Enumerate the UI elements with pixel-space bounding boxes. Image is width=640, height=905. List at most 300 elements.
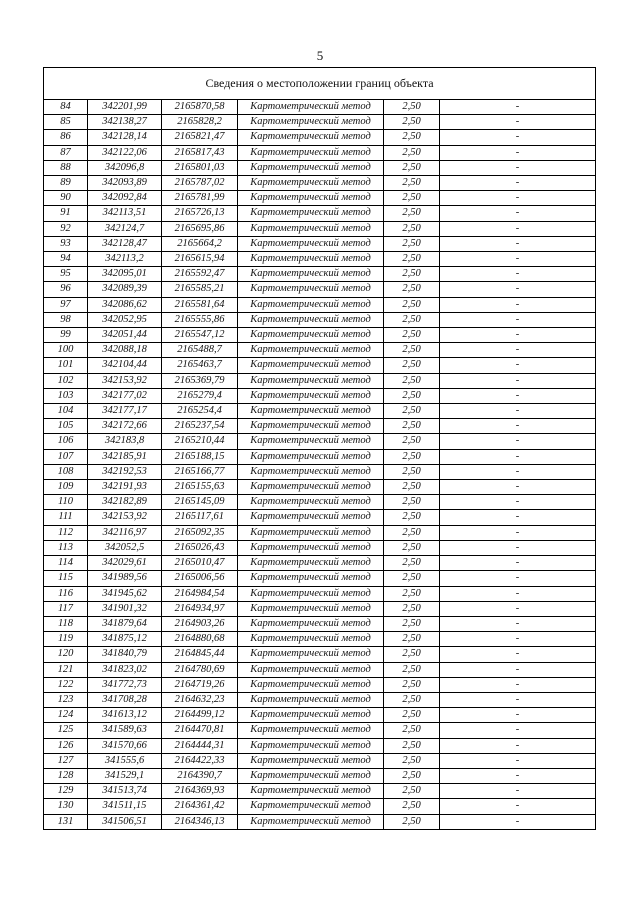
description-cell: - xyxy=(440,556,596,571)
y-coordinate-cell: 2165166,77 xyxy=(162,464,238,479)
y-coordinate-cell: 2165581,64 xyxy=(162,297,238,312)
y-coordinate-cell: 2165006,56 xyxy=(162,571,238,586)
accuracy-cell: 2,50 xyxy=(384,312,440,327)
table-row xyxy=(44,692,596,707)
accuracy-cell: 2,50 xyxy=(384,191,440,206)
x-coordinate-cell: 342124,7 xyxy=(88,221,162,236)
boundary-table xyxy=(43,67,596,830)
y-coordinate-cell: 2165488,7 xyxy=(162,343,238,358)
description-cell: - xyxy=(440,419,596,434)
method-cell: Картометрический метод xyxy=(238,708,384,723)
accuracy-cell: 2,50 xyxy=(384,267,440,282)
method-cell: Картометрический метод xyxy=(238,632,384,647)
x-coordinate-cell: 342089,39 xyxy=(88,282,162,297)
method-cell: Картометрический метод xyxy=(238,616,384,631)
y-coordinate-cell: 2165237,54 xyxy=(162,419,238,434)
table-row xyxy=(44,419,596,434)
table-row xyxy=(44,160,596,175)
y-coordinate-cell: 2164346,13 xyxy=(162,814,238,829)
point-number-cell: 102 xyxy=(44,373,88,388)
description-cell: - xyxy=(440,434,596,449)
method-cell: Картометрический метод xyxy=(238,191,384,206)
x-coordinate-cell: 342128,14 xyxy=(88,130,162,145)
method-cell: Картометрический метод xyxy=(238,768,384,783)
x-coordinate-cell: 342183,8 xyxy=(88,434,162,449)
point-number-cell: 84 xyxy=(44,100,88,115)
accuracy-cell: 2,50 xyxy=(384,252,440,267)
y-coordinate-cell: 2165664,2 xyxy=(162,236,238,251)
y-coordinate-cell: 2164719,26 xyxy=(162,677,238,692)
point-number-cell: 111 xyxy=(44,510,88,525)
accuracy-cell: 2,50 xyxy=(384,753,440,768)
table-row xyxy=(44,540,596,555)
description-cell: - xyxy=(440,692,596,707)
table-row xyxy=(44,221,596,236)
accuracy-cell: 2,50 xyxy=(384,206,440,221)
method-cell: Картометрический метод xyxy=(238,145,384,160)
x-coordinate-cell: 342088,18 xyxy=(88,343,162,358)
description-cell: - xyxy=(440,768,596,783)
x-coordinate-cell: 341613,12 xyxy=(88,708,162,723)
table-row xyxy=(44,677,596,692)
description-cell: - xyxy=(440,282,596,297)
table-row xyxy=(44,312,596,327)
x-coordinate-cell: 342092,84 xyxy=(88,191,162,206)
table-row xyxy=(44,616,596,631)
accuracy-cell: 2,50 xyxy=(384,297,440,312)
accuracy-cell: 2,50 xyxy=(384,784,440,799)
x-coordinate-cell: 341879,64 xyxy=(88,616,162,631)
method-cell: Картометрический метод xyxy=(238,480,384,495)
x-coordinate-cell: 342191,93 xyxy=(88,480,162,495)
description-cell: - xyxy=(440,647,596,662)
method-cell: Картометрический метод xyxy=(238,236,384,251)
description-cell: - xyxy=(440,495,596,510)
accuracy-cell: 2,50 xyxy=(384,282,440,297)
description-cell: - xyxy=(440,540,596,555)
x-coordinate-cell: 342192,53 xyxy=(88,464,162,479)
table-row xyxy=(44,647,596,662)
method-cell: Картометрический метод xyxy=(238,130,384,145)
table-row xyxy=(44,328,596,343)
x-coordinate-cell: 342052,5 xyxy=(88,540,162,555)
x-coordinate-cell: 341555,6 xyxy=(88,753,162,768)
point-number-cell: 97 xyxy=(44,297,88,312)
y-coordinate-cell: 2165254,4 xyxy=(162,404,238,419)
description-cell: - xyxy=(440,176,596,191)
description-cell: - xyxy=(440,373,596,388)
point-number-cell: 119 xyxy=(44,632,88,647)
description-cell: - xyxy=(440,191,596,206)
y-coordinate-cell: 2164984,54 xyxy=(162,586,238,601)
accuracy-cell: 2,50 xyxy=(384,616,440,631)
accuracy-cell: 2,50 xyxy=(384,799,440,814)
table-row xyxy=(44,297,596,312)
description-cell: - xyxy=(440,404,596,419)
point-number-cell: 100 xyxy=(44,343,88,358)
method-cell: Картометрический метод xyxy=(238,373,384,388)
description-cell: - xyxy=(440,252,596,267)
point-number-cell: 126 xyxy=(44,738,88,753)
point-number-cell: 121 xyxy=(44,662,88,677)
accuracy-cell: 2,50 xyxy=(384,738,440,753)
table-row xyxy=(44,586,596,601)
method-cell: Картометрический метод xyxy=(238,692,384,707)
point-number-cell: 118 xyxy=(44,616,88,631)
accuracy-cell: 2,50 xyxy=(384,115,440,130)
point-number-cell: 103 xyxy=(44,388,88,403)
description-cell: - xyxy=(440,708,596,723)
method-cell: Картометрический метод xyxy=(238,723,384,738)
method-cell: Картометрический метод xyxy=(238,176,384,191)
table-row xyxy=(44,130,596,145)
accuracy-cell: 2,50 xyxy=(384,510,440,525)
description-cell: - xyxy=(440,115,596,130)
table-row xyxy=(44,799,596,814)
accuracy-cell: 2,50 xyxy=(384,449,440,464)
y-coordinate-cell: 2164470,81 xyxy=(162,723,238,738)
point-number-cell: 107 xyxy=(44,449,88,464)
point-number-cell: 88 xyxy=(44,160,88,175)
y-coordinate-cell: 2165615,94 xyxy=(162,252,238,267)
y-coordinate-cell: 2164780,69 xyxy=(162,662,238,677)
method-cell: Картометрический метод xyxy=(238,388,384,403)
x-coordinate-cell: 342172,66 xyxy=(88,419,162,434)
y-coordinate-cell: 2165787,02 xyxy=(162,176,238,191)
table-row xyxy=(44,236,596,251)
point-number-cell: 130 xyxy=(44,799,88,814)
method-cell: Картометрический метод xyxy=(238,784,384,799)
point-number-cell: 117 xyxy=(44,601,88,616)
x-coordinate-cell: 342182,89 xyxy=(88,495,162,510)
method-cell: Картометрический метод xyxy=(238,586,384,601)
method-cell: Картометрический метод xyxy=(238,662,384,677)
description-cell: - xyxy=(440,723,596,738)
table-row xyxy=(44,358,596,373)
table-row xyxy=(44,571,596,586)
description-cell: - xyxy=(440,738,596,753)
description-cell: - xyxy=(440,297,596,312)
description-cell: - xyxy=(440,586,596,601)
method-cell: Картометрический метод xyxy=(238,753,384,768)
point-number-cell: 127 xyxy=(44,753,88,768)
table-row xyxy=(44,343,596,358)
x-coordinate-cell: 342201,99 xyxy=(88,100,162,115)
point-number-cell: 94 xyxy=(44,252,88,267)
method-cell: Картометрический метод xyxy=(238,419,384,434)
table-row xyxy=(44,464,596,479)
page-number: 5 xyxy=(316,48,324,63)
method-cell: Картометрический метод xyxy=(238,297,384,312)
y-coordinate-cell: 2164369,93 xyxy=(162,784,238,799)
table-row xyxy=(44,100,596,115)
x-coordinate-cell: 341840,79 xyxy=(88,647,162,662)
y-coordinate-cell: 2164632,23 xyxy=(162,692,238,707)
table-row xyxy=(44,373,596,388)
x-coordinate-cell: 341529,1 xyxy=(88,768,162,783)
x-coordinate-cell: 341875,12 xyxy=(88,632,162,647)
y-coordinate-cell: 2165870,58 xyxy=(162,100,238,115)
description-cell: - xyxy=(440,784,596,799)
table-title: Сведения о местоположении границ объекта xyxy=(44,68,596,100)
accuracy-cell: 2,50 xyxy=(384,525,440,540)
table-row xyxy=(44,282,596,297)
point-number-cell: 106 xyxy=(44,434,88,449)
accuracy-cell: 2,50 xyxy=(384,480,440,495)
y-coordinate-cell: 2165781,99 xyxy=(162,191,238,206)
point-number-cell: 105 xyxy=(44,419,88,434)
table-row xyxy=(44,723,596,738)
table-row xyxy=(44,252,596,267)
accuracy-cell: 2,50 xyxy=(384,495,440,510)
description-cell: - xyxy=(440,221,596,236)
y-coordinate-cell: 2164422,33 xyxy=(162,753,238,768)
y-coordinate-cell: 2164880,68 xyxy=(162,632,238,647)
description-cell: - xyxy=(440,449,596,464)
point-number-cell: 104 xyxy=(44,404,88,419)
y-coordinate-cell: 2165801,03 xyxy=(162,160,238,175)
point-number-cell: 113 xyxy=(44,540,88,555)
description-cell: - xyxy=(440,206,596,221)
accuracy-cell: 2,50 xyxy=(384,100,440,115)
method-cell: Картометрический метод xyxy=(238,115,384,130)
x-coordinate-cell: 342153,92 xyxy=(88,510,162,525)
point-number-cell: 86 xyxy=(44,130,88,145)
accuracy-cell: 2,50 xyxy=(384,647,440,662)
point-number-cell: 124 xyxy=(44,708,88,723)
x-coordinate-cell: 342153,92 xyxy=(88,373,162,388)
y-coordinate-cell: 2165188,15 xyxy=(162,449,238,464)
x-coordinate-cell: 341513,74 xyxy=(88,784,162,799)
point-number-cell: 89 xyxy=(44,176,88,191)
y-coordinate-cell: 2165726,13 xyxy=(162,206,238,221)
y-coordinate-cell: 2164361,42 xyxy=(162,799,238,814)
accuracy-cell: 2,50 xyxy=(384,540,440,555)
x-coordinate-cell: 341511,15 xyxy=(88,799,162,814)
point-number-cell: 123 xyxy=(44,692,88,707)
point-number-cell: 120 xyxy=(44,647,88,662)
description-cell: - xyxy=(440,677,596,692)
point-number-cell: 108 xyxy=(44,464,88,479)
boundary-table-container xyxy=(43,67,595,830)
x-coordinate-cell: 342122,06 xyxy=(88,145,162,160)
accuracy-cell: 2,50 xyxy=(384,419,440,434)
description-cell: - xyxy=(440,343,596,358)
method-cell: Картометрический метод xyxy=(238,738,384,753)
point-number-cell: 129 xyxy=(44,784,88,799)
method-cell: Картометрический метод xyxy=(238,601,384,616)
point-number-cell: 115 xyxy=(44,571,88,586)
point-number-cell: 98 xyxy=(44,312,88,327)
accuracy-cell: 2,50 xyxy=(384,221,440,236)
method-cell: Картометрический метод xyxy=(238,343,384,358)
description-cell: - xyxy=(440,464,596,479)
x-coordinate-cell: 341506,51 xyxy=(88,814,162,829)
y-coordinate-cell: 2164934,97 xyxy=(162,601,238,616)
accuracy-cell: 2,50 xyxy=(384,601,440,616)
y-coordinate-cell: 2164845,44 xyxy=(162,647,238,662)
x-coordinate-cell: 341589,63 xyxy=(88,723,162,738)
x-coordinate-cell: 341708,28 xyxy=(88,692,162,707)
point-number-cell: 114 xyxy=(44,556,88,571)
point-number-cell: 131 xyxy=(44,814,88,829)
y-coordinate-cell: 2165463,7 xyxy=(162,358,238,373)
table-row xyxy=(44,510,596,525)
accuracy-cell: 2,50 xyxy=(384,160,440,175)
method-cell: Картометрический метод xyxy=(238,556,384,571)
description-cell: - xyxy=(440,662,596,677)
description-cell: - xyxy=(440,145,596,160)
point-number-cell: 85 xyxy=(44,115,88,130)
table-row xyxy=(44,176,596,191)
accuracy-cell: 2,50 xyxy=(384,708,440,723)
y-coordinate-cell: 2165555,86 xyxy=(162,312,238,327)
method-cell: Картометрический метод xyxy=(238,647,384,662)
point-number-cell: 87 xyxy=(44,145,88,160)
description-cell: - xyxy=(440,100,596,115)
description-cell: - xyxy=(440,814,596,829)
method-cell: Картометрический метод xyxy=(238,252,384,267)
point-number-cell: 99 xyxy=(44,328,88,343)
accuracy-cell: 2,50 xyxy=(384,586,440,601)
y-coordinate-cell: 2165026,43 xyxy=(162,540,238,555)
description-cell: - xyxy=(440,632,596,647)
description-cell: - xyxy=(440,571,596,586)
method-cell: Картометрический метод xyxy=(238,358,384,373)
description-cell: - xyxy=(440,753,596,768)
description-cell: - xyxy=(440,236,596,251)
description-cell: - xyxy=(440,525,596,540)
accuracy-cell: 2,50 xyxy=(384,130,440,145)
description-cell: - xyxy=(440,312,596,327)
accuracy-cell: 2,50 xyxy=(384,404,440,419)
point-number-cell: 91 xyxy=(44,206,88,221)
description-cell: - xyxy=(440,328,596,343)
y-coordinate-cell: 2165369,79 xyxy=(162,373,238,388)
table-row xyxy=(44,495,596,510)
description-cell: - xyxy=(440,160,596,175)
x-coordinate-cell: 341570,66 xyxy=(88,738,162,753)
accuracy-cell: 2,50 xyxy=(384,373,440,388)
y-coordinate-cell: 2165592,47 xyxy=(162,267,238,282)
x-coordinate-cell: 342029,61 xyxy=(88,556,162,571)
x-coordinate-cell: 342104,44 xyxy=(88,358,162,373)
accuracy-cell: 2,50 xyxy=(384,814,440,829)
accuracy-cell: 2,50 xyxy=(384,632,440,647)
y-coordinate-cell: 2165585,21 xyxy=(162,282,238,297)
point-number-cell: 112 xyxy=(44,525,88,540)
x-coordinate-cell: 342051,44 xyxy=(88,328,162,343)
table-row xyxy=(44,480,596,495)
x-coordinate-cell: 342113,51 xyxy=(88,206,162,221)
method-cell: Картометрический метод xyxy=(238,206,384,221)
table-row xyxy=(44,768,596,783)
x-coordinate-cell: 342116,97 xyxy=(88,525,162,540)
accuracy-cell: 2,50 xyxy=(384,236,440,251)
point-number-cell: 93 xyxy=(44,236,88,251)
x-coordinate-cell: 341823,02 xyxy=(88,662,162,677)
accuracy-cell: 2,50 xyxy=(384,768,440,783)
accuracy-cell: 2,50 xyxy=(384,145,440,160)
x-coordinate-cell: 342093,89 xyxy=(88,176,162,191)
point-number-cell: 96 xyxy=(44,282,88,297)
table-row xyxy=(44,814,596,829)
point-number-cell: 128 xyxy=(44,768,88,783)
x-coordinate-cell: 342113,2 xyxy=(88,252,162,267)
point-number-cell: 125 xyxy=(44,723,88,738)
description-cell: - xyxy=(440,480,596,495)
point-number-cell: 95 xyxy=(44,267,88,282)
table-row xyxy=(44,784,596,799)
accuracy-cell: 2,50 xyxy=(384,358,440,373)
y-coordinate-cell: 2165155,63 xyxy=(162,480,238,495)
accuracy-cell: 2,50 xyxy=(384,343,440,358)
table-row xyxy=(44,388,596,403)
x-coordinate-cell: 341989,56 xyxy=(88,571,162,586)
y-coordinate-cell: 2165092,35 xyxy=(162,525,238,540)
y-coordinate-cell: 2164903,26 xyxy=(162,616,238,631)
accuracy-cell: 2,50 xyxy=(384,328,440,343)
x-coordinate-cell: 342096,8 xyxy=(88,160,162,175)
method-cell: Картометрический метод xyxy=(238,328,384,343)
method-cell: Картометрический метод xyxy=(238,677,384,692)
y-coordinate-cell: 2165145,09 xyxy=(162,495,238,510)
x-coordinate-cell: 342177,02 xyxy=(88,388,162,403)
x-coordinate-cell: 342052,95 xyxy=(88,312,162,327)
table-row xyxy=(44,404,596,419)
description-cell: - xyxy=(440,358,596,373)
y-coordinate-cell: 2164390,7 xyxy=(162,768,238,783)
x-coordinate-cell: 342138,27 xyxy=(88,115,162,130)
table-row xyxy=(44,632,596,647)
method-cell: Картометрический метод xyxy=(238,571,384,586)
table-title-row xyxy=(44,68,596,100)
x-coordinate-cell: 341901,32 xyxy=(88,601,162,616)
method-cell: Картометрический метод xyxy=(238,464,384,479)
description-cell: - xyxy=(440,616,596,631)
table-row xyxy=(44,525,596,540)
table-body xyxy=(44,68,596,830)
accuracy-cell: 2,50 xyxy=(384,723,440,738)
accuracy-cell: 2,50 xyxy=(384,571,440,586)
y-coordinate-cell: 2165010,47 xyxy=(162,556,238,571)
point-number-cell: 92 xyxy=(44,221,88,236)
accuracy-cell: 2,50 xyxy=(384,434,440,449)
point-number-cell: 122 xyxy=(44,677,88,692)
method-cell: Картометрический метод xyxy=(238,160,384,175)
table-row xyxy=(44,267,596,282)
y-coordinate-cell: 2165117,61 xyxy=(162,510,238,525)
method-cell: Картометрический метод xyxy=(238,495,384,510)
point-number-cell: 116 xyxy=(44,586,88,601)
table-row xyxy=(44,145,596,160)
y-coordinate-cell: 2165547,12 xyxy=(162,328,238,343)
description-cell: - xyxy=(440,388,596,403)
accuracy-cell: 2,50 xyxy=(384,662,440,677)
method-cell: Картометрический метод xyxy=(238,282,384,297)
accuracy-cell: 2,50 xyxy=(384,692,440,707)
method-cell: Картометрический метод xyxy=(238,100,384,115)
point-number-cell: 101 xyxy=(44,358,88,373)
method-cell: Картометрический метод xyxy=(238,267,384,282)
table-row xyxy=(44,753,596,768)
x-coordinate-cell: 342095,01 xyxy=(88,267,162,282)
x-coordinate-cell: 341945,62 xyxy=(88,586,162,601)
method-cell: Картометрический метод xyxy=(238,525,384,540)
table-row xyxy=(44,206,596,221)
y-coordinate-cell: 2165695,86 xyxy=(162,221,238,236)
x-coordinate-cell: 342185,91 xyxy=(88,449,162,464)
